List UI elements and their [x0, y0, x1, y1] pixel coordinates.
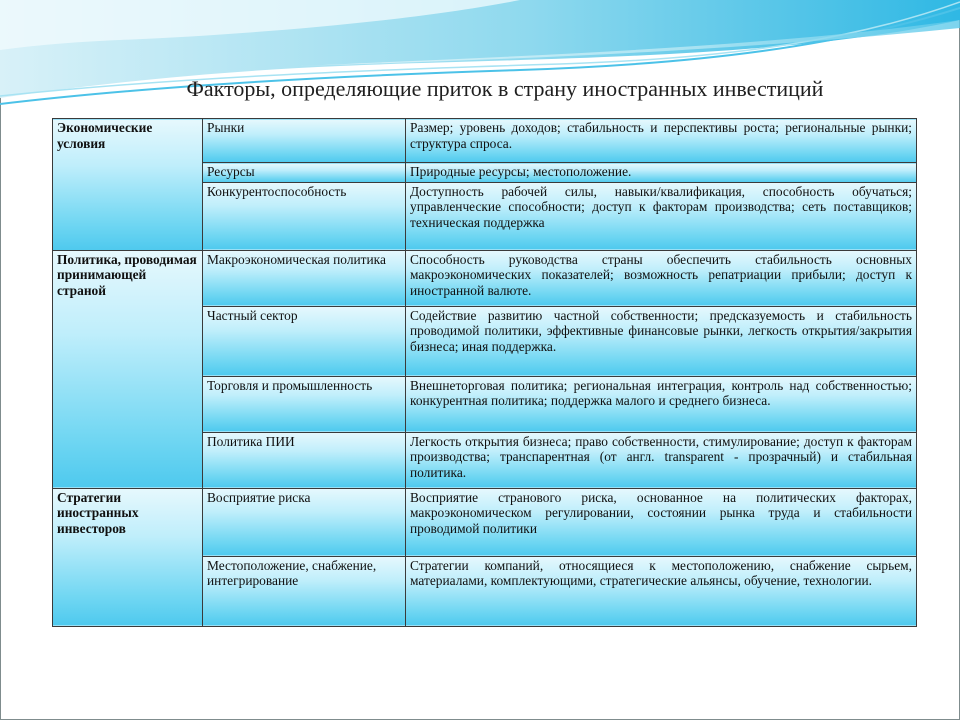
detail-cell: Размер; уровень доходов; стабильность и перспективы роста; региональные рынки; структура спроса.	[406, 119, 917, 163]
slide-title: Факторы, определяющие приток в страну иностранных инвестиций	[186, 76, 824, 101]
detail-cell: Внешнеторговая политика; региональная интеграция, контроль над собственностью; конкурентная политика; поддержка малого и среднего бизнеса.	[406, 376, 917, 432]
category-cell: Стратегии иностранных инвесторов	[53, 488, 203, 626]
detail-cell: Легкость открытия бизнеса; право собственности, стимулирование; доступ к факторам производства; транспарентная (от англ. transparent - прозрачный) и стабильная политика.	[406, 432, 917, 488]
factor-cell: Восприятие риска	[203, 488, 406, 556]
detail-cell: Способность руководства страны обеспечить стабильность основных макроэкономических показателей; возможность репатриации прибыли; доступ к иностранной валюте.	[406, 250, 917, 306]
factor-cell: Местоположение, снабжение, интегрирование	[203, 556, 406, 626]
factor-cell: Макроэкономическая политика	[203, 250, 406, 306]
table-row	[53, 119, 917, 163]
factor-cell: Частный сектор	[203, 306, 406, 376]
table-row	[53, 488, 917, 556]
detail-cell: Содействие развитию частной собственности; предсказуемость и стабильность проводимой политики, эффективные финансовые рынки, легкость открытия/закрытия бизнеса; иная поддержка.	[406, 306, 917, 376]
factor-cell: Политика ПИИ	[203, 432, 406, 488]
detail-cell: Природные ресурсы; местоположение.	[406, 163, 917, 183]
factor-cell: Рынки	[203, 119, 406, 163]
factor-cell: Ресурсы	[203, 163, 406, 183]
category-cell: Политика, проводимая принимающей страной	[53, 250, 203, 488]
factor-cell: Торговля и промышленность	[203, 376, 406, 432]
factors-table	[52, 118, 917, 627]
table-row	[53, 250, 917, 306]
detail-cell: Восприятие странового риска, основанное на политических факторах, макроэкономическом регулировании, состоянии рынка труда и стабильности проводимой политики	[406, 488, 917, 556]
detail-cell: Стратегии компаний, относящиеся к местоположению, снабжение сырьем, материалами, комплектующими, стратегические альянсы, обучение, технологии.	[406, 556, 917, 626]
factor-cell: Конкурентоспособность	[203, 182, 406, 250]
category-cell: Экономические условия	[53, 119, 203, 251]
detail-cell: Доступность рабочей силы, навыки/квалификация, способность обучаться; управленческие способности; доступ к факторам производства; сеть поставщиков; техническая поддержка	[406, 182, 917, 250]
